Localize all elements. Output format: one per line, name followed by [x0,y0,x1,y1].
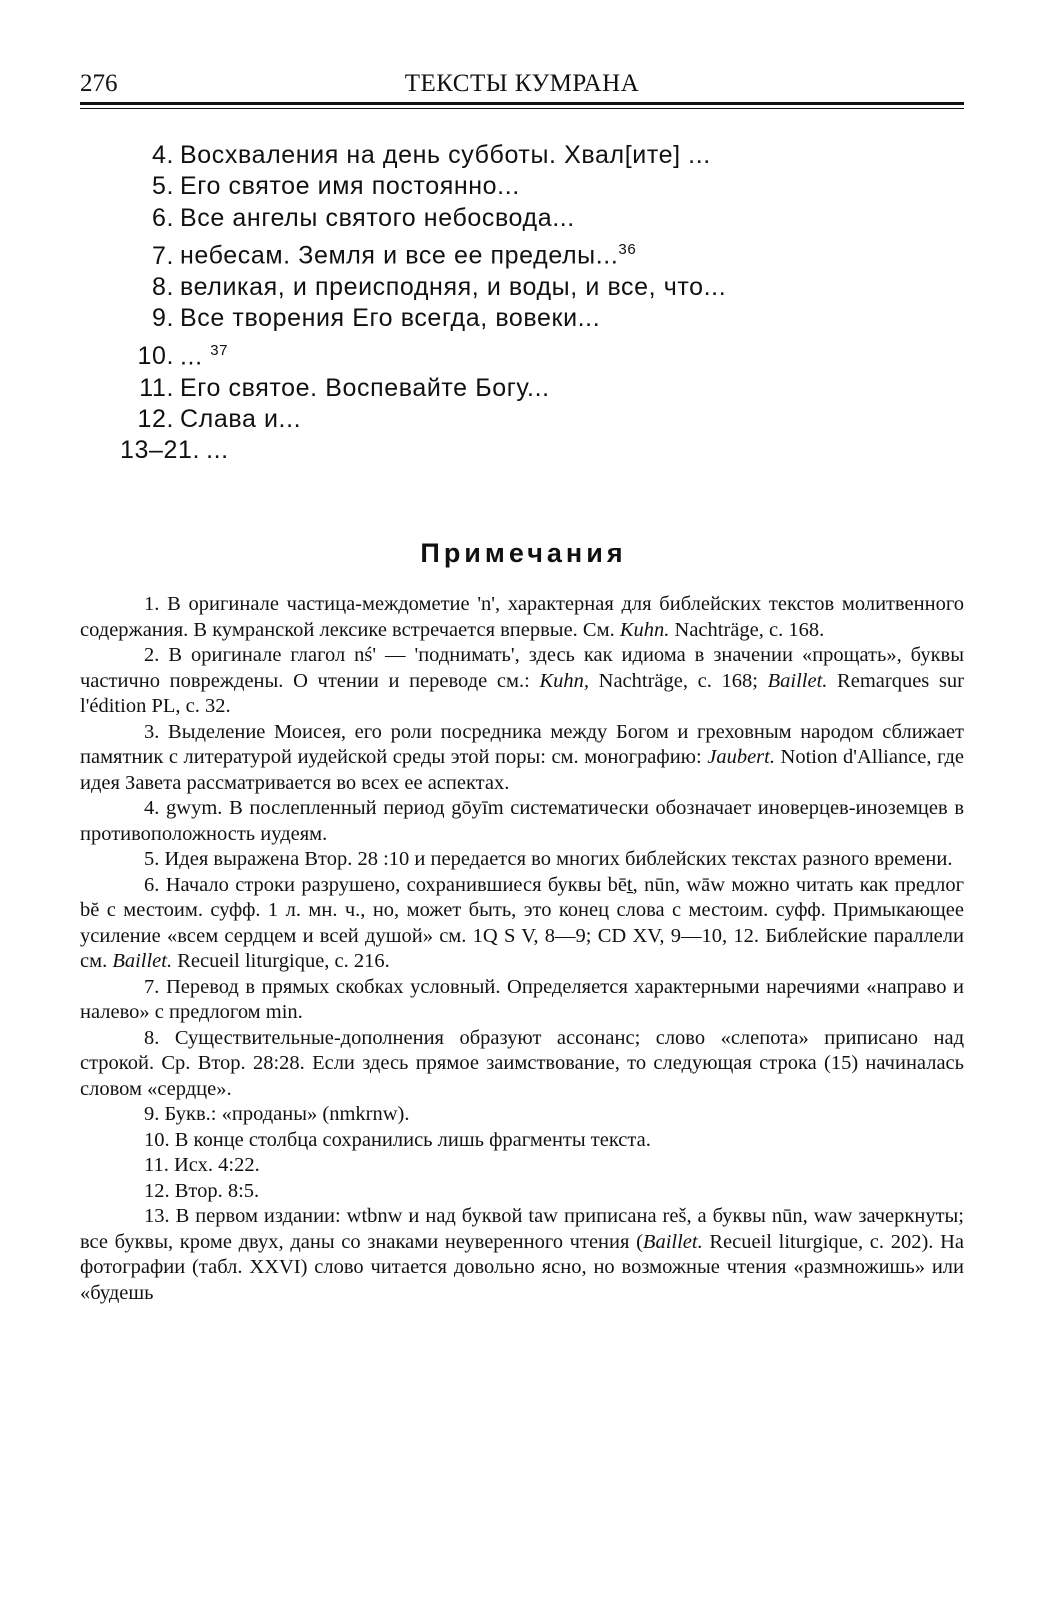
note-text: Букв.: «проданы» (nmkrnw). [164,1103,410,1125]
verse-line [120,140,940,171]
verse-number: 7. [151,241,174,270]
verse-number: 6. [151,203,174,232]
note-number: 1. [144,593,160,615]
verse-text: Его святое. Воспевайте Богу... [180,373,550,402]
note-number: 5. [144,848,160,870]
note-citation: Kuhn, [539,669,589,692]
note-item [80,1153,964,1179]
verse-text: ... [180,342,211,371]
note-text: В оригинале частица-междометие 'n', характерная для библейских текстов молитвенного содержания. В кумранской лексике встречается впервые. См. [80,593,964,641]
note-number: 7. [144,975,160,998]
verse-line [120,203,940,234]
note-number: 3. [144,720,160,743]
note-item [80,1204,964,1306]
note-number: 11. [144,1154,169,1176]
verse-line [120,272,940,303]
note-item [80,1179,964,1205]
footnote-ref: 36 [618,241,637,259]
footnote-ref: 37 [210,341,229,359]
note-number: 9. [144,1103,160,1125]
note-text: Nachträge, с. 168. [669,618,825,641]
verse-number: 4. [151,141,174,169]
verse-text: великая, и преисподняя, и воды, и все, что... [180,272,727,301]
note-text: Notion d'Alliance, где идея Завета рассматривается во всех ее аспектах. [80,746,964,794]
note-item [80,796,964,847]
running-header [80,66,964,100]
verse-line [120,335,940,373]
note-number: 2. [144,644,160,666]
verse-line [120,435,940,466]
note-item [80,720,964,797]
verse-text: ... [206,436,229,465]
note-number: 6. [144,873,160,896]
verse-text: Его святое имя постоянно... [180,172,520,201]
note-text: Remarques sur l'édition PL, с. 32. [80,669,964,717]
note-number: 10. [144,1128,170,1151]
notes-section [80,592,964,1306]
note-text: Recueil liturgique, с. 202). На фотографии (табл. XXVI) слово читается довольно ясно, но возможные чтения «размножишь» или «будешь [80,1230,964,1304]
note-text: Существительные-дополнения образуют ассонанс; слово «слепота» приписано над строкой. Ср. Втор. 28:28. Если здесь прямое заимствование, то следующая строка (15) начиналась словом «сердце». [80,1026,965,1100]
note-item [80,1128,964,1154]
note-text: В конце столбца сохранились лишь фрагменты текста. [174,1128,651,1151]
note-text: В первом издании: wtbnw и над буквой taw приписана reš, а буквы nūn, waw зачеркнуты; все буквы, кроме двух, даны со знаками неуверенного чтения ( [80,1205,965,1253]
note-citation: Jaubert. [707,746,775,768]
verse-line [120,404,940,435]
verse-number: 13–21. [120,436,201,465]
verse-text: небесам. Земля и все ее пределы... [180,241,619,270]
note-citation: Baillet. [767,669,828,692]
note-text: Recueil liturgique, с. 216. [172,950,390,972]
verse-text: Все творения Его всегда, вовеки... [180,304,601,333]
verse-line [120,303,940,334]
header-rule [80,102,964,105]
verse-number: 11. [139,373,174,402]
section-title: Примечания [420,538,627,568]
note-item [80,592,964,643]
verse-number: 9. [151,304,174,333]
note-number: 8. [144,1026,160,1049]
note-number: 12. [144,1179,170,1202]
note-item [80,643,964,720]
verse-number: 12. [137,404,174,433]
verse-text: Все ангелы святого небосвода... [180,203,575,232]
verse-line [120,373,940,404]
note-text: Втор. 8:5. [174,1179,260,1202]
running-title: ТЕКСТЫ КУМРАНА [404,70,640,97]
verse-line [120,234,940,272]
verse-list [120,140,940,467]
note-text: Идея выражена Втор. 28 :10 и передается во многих библейских текстах разного времени. [164,848,953,870]
note-citation: Baillet. [112,950,173,972]
note-text: В оригинале глагол nś' — 'поднимать', здесь как идиома в значении «прощать», буквы частично повреждены. О чтении и переводе см.: [80,644,964,692]
note-number: 13. [144,1205,170,1227]
note-number: 4. [144,797,160,819]
verse-number: 8. [151,272,174,301]
verse-line [120,171,940,202]
note-text: Перевод в прямых скобках условный. Определяется характерными наречиями «направо и налево» с предлогом min. [80,975,965,1023]
note-item [80,847,964,873]
note-item [80,873,964,975]
note-item [80,1102,964,1128]
note-text: Исх. 4:22. [174,1154,260,1176]
verse-number: 5. [151,172,174,201]
note-item [80,975,964,1026]
note-text: Выделение Моисея, его роли посредника между Богом и греховным народом сближает памятник с литературой иудейской среды этой поры: см. монографию: [80,720,964,768]
note-text: gwym. В послепленный период gōyīm систематически обозначает иноверцев-иноземцев в противоположность иудеям. [80,797,965,845]
note-citation: Baillet. [642,1230,703,1253]
page-number: 276 [80,70,118,97]
verse-text: Восхваления на день субботы. Хвал[ите] ... [180,141,711,169]
verse-number: 10. [137,342,174,371]
header-rule-thin [80,108,964,109]
note-item [80,1026,964,1103]
verse-text: Слава и... [180,404,302,433]
note-text: Начало строки разрушено, сохранившиеся буквы bēṯ, nūn, wāw можно читать как предлог bĕ с местоим. суфф. 1 л. мн. ч., но, может быть, это конец слова с местоим. суфф. Примыкающее усиление «всем сердцем и всей душой» см. 1Q S V, 8—9; CD XV, 9—10, 12. Библейские параллели см. [80,873,964,972]
note-text: Nachträge, с. 168; [589,669,768,692]
note-citation: Kuhn. [619,618,670,641]
